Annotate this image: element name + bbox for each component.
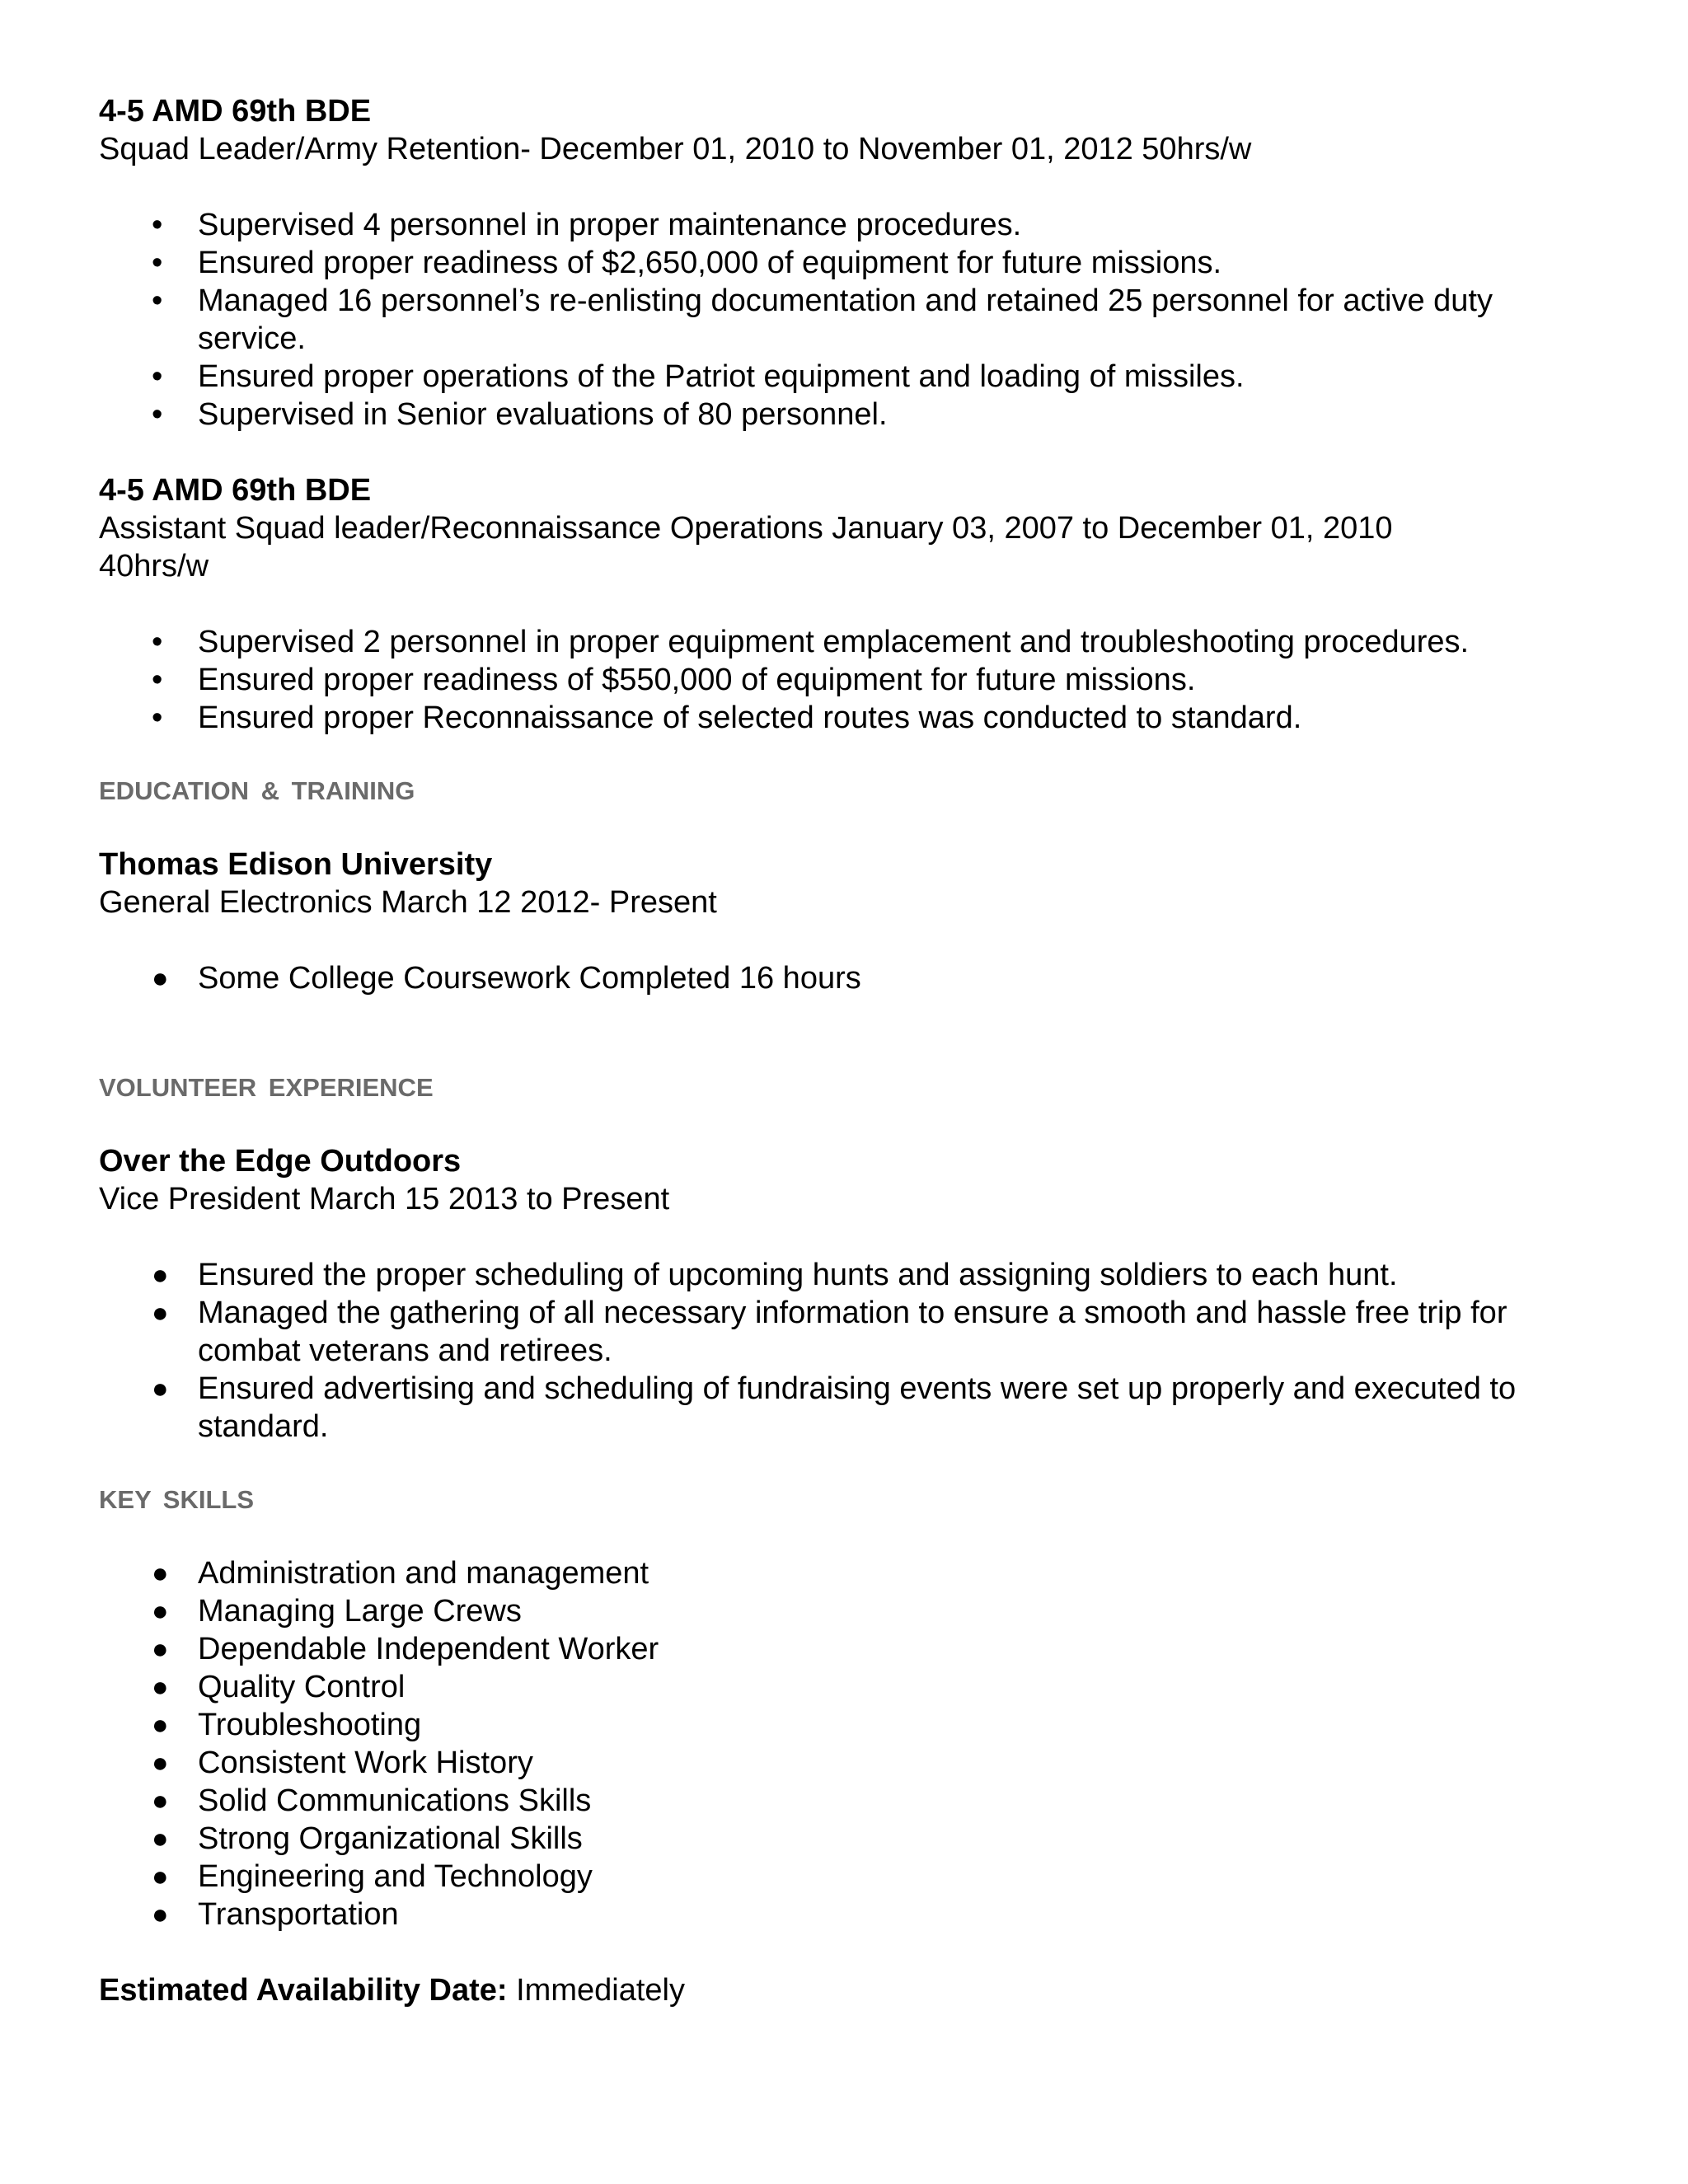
job-2-role: Assistant Squad leader/Reconnaissance Operations January 03, 2007 to December 01, 2010 40hrs/w [99,511,1393,583]
bullet-icon: ● [152,1558,169,1589]
list-item: ● Troubleshooting [152,1708,422,1742]
list-item: ● Solid Communications Skills [152,1783,592,1818]
education-school: Thomas Edison University [99,847,493,882]
bullet-icon: ● [152,1596,169,1627]
list-item: • Supervised 4 personnel in proper maintenance procedures. [152,208,1022,242]
bullet-icon: • [152,701,163,735]
skills-heading: KEY SKILLS [99,1485,255,1514]
volunteer-section [99,1071,1582,1446]
skills-list [99,1554,1582,1933]
volunteer-heading: VOLUNTEER EXPERIENCE [99,1073,434,1102]
job-entry-2 [99,471,1582,737]
education-section [99,775,1582,997]
bullet-icon: ● [152,1709,169,1741]
skills-section [99,1483,1582,1933]
list-item: ● Dependable Independent Worker [152,1632,659,1666]
bullet-icon: • [152,397,163,432]
list-item: ● Consistent Work History [152,1746,533,1780]
education-program: General Electronics March 12 2012- Present [99,885,717,920]
job-2-bullets [99,623,1582,737]
bullet-icon: ● [152,1899,169,1930]
education-bullets [99,959,1582,997]
availability-label: Estimated Availability Date: [99,1973,508,2008]
job-entry-1 [99,92,1582,434]
list-item: ● Managed the gathering of all necessary information to ensure a smooth and hassle free trip for combat veterans and retirees. [152,1296,1507,1368]
bullet-icon: • [152,246,163,280]
list-item: • Ensured proper operations of the Patriot equipment and loading of missiles. [152,359,1245,394]
bullet-icon: ● [152,1633,169,1665]
list-item: ● Strong Organizational Skills [152,1821,583,1856]
education-heading: EDUCATION & TRAINING [99,776,415,805]
bullet-icon: ● [152,1373,169,1404]
bullet-icon: • [152,359,163,394]
list-item: ● Transportation [152,1897,399,1932]
list-item: • Ensured proper Reconnaissance of selected routes was conducted to standard. [152,701,1302,735]
bullet-icon: ● [152,1861,169,1892]
list-item: ● Administration and management [152,1556,649,1591]
volunteer-bullets [99,1256,1582,1446]
bullet-icon: ● [152,963,169,994]
bullet-icon: • [152,208,163,242]
bullet-icon: • [152,284,163,318]
bullet-icon: ● [152,1823,169,1854]
bullet-icon: ● [152,1259,169,1291]
list-item: ● Managing Large Crews [152,1594,522,1629]
bullet-icon: ● [152,1747,169,1779]
job-2-org: 4-5 AMD 69th BDE [99,473,372,508]
list-item: • Ensured proper readiness of $550,000 of equipment for future missions. [152,663,1196,697]
list-item: • Supervised 2 personnel in proper equipment emplacement and troubleshooting procedures. [152,625,1470,659]
bullet-icon: ● [152,1671,169,1703]
availability-line [99,1971,1582,2009]
bullet-icon: • [152,625,163,659]
job-1-bullets [99,206,1582,434]
resume-page [99,92,1582,2009]
bullet-icon: • [152,663,163,697]
bullet-icon: ● [152,1785,169,1816]
list-item: ● Quality Control [152,1670,406,1704]
list-item: ● Some College Coursework Completed 16 hours [152,961,861,996]
volunteer-role: Vice President March 15 2013 to Present [99,1182,670,1216]
list-item: • Ensured proper readiness of $2,650,000 of equipment for future missions. [152,246,1222,280]
list-item: • Supervised in Senior evaluations of 80 personnel. [152,397,888,432]
list-item: • Managed 16 personnel’s re-enlisting documentation and retained 25 personnel for active duty service. [152,284,1493,356]
list-item: ● Engineering and Technology [152,1859,593,1894]
list-item: ● Ensured the proper scheduling of upcoming hunts and assigning soldiers to each hunt. [152,1258,1398,1292]
bullet-icon: ● [152,1297,169,1329]
availability-value: Immediately [516,1973,685,2008]
list-item: ● Ensured advertising and scheduling of fundraising events were set up properly and executed to standard. [152,1371,1517,1444]
volunteer-org: Over the Edge Outdoors [99,1144,462,1179]
job-1-role: Squad Leader/Army Retention- December 01, 2010 to November 01, 2012 50hrs/w [99,132,1252,166]
job-1-org: 4-5 AMD 69th BDE [99,94,372,129]
